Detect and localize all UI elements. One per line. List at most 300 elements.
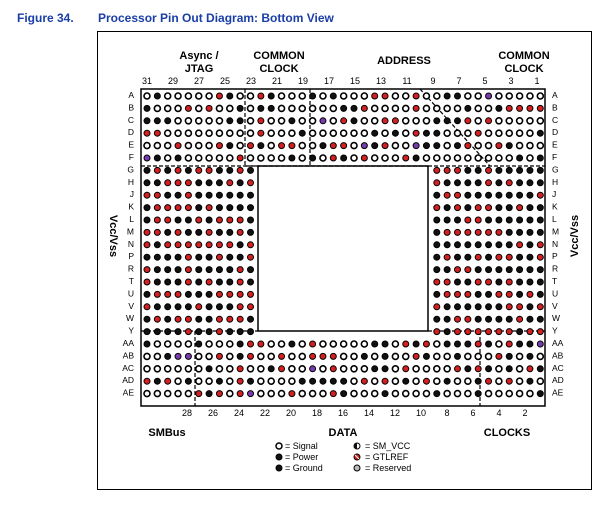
pin (175, 304, 181, 310)
pin (434, 118, 440, 124)
pin (144, 391, 150, 397)
pin (227, 192, 233, 198)
pin (423, 378, 429, 384)
pin (227, 93, 233, 99)
pin (361, 143, 367, 149)
pin (527, 341, 533, 347)
row-label-left: T (128, 276, 134, 286)
common-clock-left-label-1: COMMON (253, 50, 305, 62)
pin (537, 378, 543, 384)
pin (475, 329, 481, 335)
pin (455, 180, 461, 186)
pin (185, 155, 191, 161)
pin (434, 267, 440, 273)
pin (455, 192, 461, 198)
pin (496, 341, 502, 347)
pin (258, 155, 264, 161)
pin (486, 229, 492, 235)
pin (434, 167, 440, 173)
row-label-right: W (552, 313, 561, 324)
pin (185, 341, 191, 347)
figure-title: Processor Pin Out Diagram: Bottom View (98, 11, 334, 25)
column-label-top: 23 (245, 76, 257, 86)
pin (237, 304, 243, 310)
pin (506, 267, 512, 273)
pin (444, 130, 450, 136)
pin (175, 366, 181, 372)
pin (320, 130, 326, 136)
pin (527, 93, 533, 99)
pin (537, 143, 543, 149)
pin (444, 167, 450, 173)
pin (444, 366, 450, 372)
pin (320, 378, 326, 384)
pin (475, 279, 481, 285)
pin (154, 130, 160, 136)
pin (444, 378, 450, 384)
pin (517, 353, 523, 359)
pin (165, 267, 171, 273)
pin (434, 279, 440, 285)
pin (434, 130, 440, 136)
pin (434, 304, 440, 310)
pin (496, 205, 502, 211)
column-label-top: 7 (456, 76, 462, 86)
pin (248, 378, 254, 384)
pin (455, 205, 461, 211)
pin (154, 205, 160, 211)
pin (434, 105, 440, 111)
pin (475, 366, 481, 372)
pin (496, 229, 502, 235)
pin (175, 118, 181, 124)
row-label-left: W (125, 313, 134, 324)
pin (185, 180, 191, 186)
pin (403, 391, 409, 397)
pin (268, 391, 274, 397)
pin (165, 229, 171, 235)
pin (185, 192, 191, 198)
pin (506, 192, 512, 198)
pin (382, 155, 388, 161)
pin (372, 105, 378, 111)
column-label-top: 11 (402, 76, 412, 86)
pin (475, 267, 481, 273)
pin (517, 229, 523, 235)
pin (372, 391, 378, 397)
pin (455, 267, 461, 273)
pin (289, 341, 295, 347)
pin (455, 155, 461, 161)
pin (486, 130, 492, 136)
pin (279, 130, 285, 136)
pin (227, 353, 233, 359)
pin (434, 353, 440, 359)
pin (475, 341, 481, 347)
pin (403, 105, 409, 111)
pin (465, 143, 471, 149)
pin (506, 279, 512, 285)
pin (361, 130, 367, 136)
pin (227, 118, 233, 124)
pin (496, 391, 502, 397)
pin (527, 378, 533, 384)
pin (268, 105, 274, 111)
pin (237, 229, 243, 235)
row-label-right: C (552, 114, 559, 125)
pin (455, 130, 461, 136)
pin (185, 130, 191, 136)
row-label-right: A (552, 90, 558, 100)
pin (537, 180, 543, 186)
pin (413, 118, 419, 124)
pin (372, 366, 378, 372)
pin (248, 118, 254, 124)
pin (392, 366, 398, 372)
pin (216, 267, 222, 273)
row-label-right: P (552, 251, 558, 262)
pin (506, 217, 512, 223)
column-label-bottom: 28 (181, 408, 193, 418)
row-label-right: AA (552, 338, 564, 348)
pin (382, 378, 388, 384)
pin (537, 279, 543, 285)
vcc-vss-left-label: Vcc/Vss (107, 214, 119, 258)
pin (165, 118, 171, 124)
pin (517, 155, 523, 161)
pin (455, 341, 461, 347)
pin (154, 155, 160, 161)
pin (465, 316, 471, 322)
pin (248, 205, 254, 211)
pin (413, 391, 419, 397)
pin (196, 93, 202, 99)
pin (268, 143, 274, 149)
address-label: ADDRESS (377, 55, 431, 67)
pin (506, 254, 512, 260)
pin (423, 118, 429, 124)
row-label-right: L (552, 214, 557, 224)
pin (361, 155, 367, 161)
pin (299, 341, 305, 347)
pin (237, 291, 243, 297)
pin (330, 155, 336, 161)
legend-power-swatch (276, 454, 282, 460)
pin (165, 378, 171, 384)
pin (196, 254, 202, 260)
pin (227, 291, 233, 297)
pin (475, 180, 481, 186)
pin (299, 130, 305, 136)
pin (330, 378, 336, 384)
pin (330, 130, 336, 136)
pin (216, 130, 222, 136)
pin (216, 205, 222, 211)
pin (496, 143, 502, 149)
pin (144, 304, 150, 310)
pin (465, 304, 471, 310)
pin (496, 254, 502, 260)
pin (144, 143, 150, 149)
pin (382, 143, 388, 149)
pin (248, 229, 254, 235)
pin (175, 378, 181, 384)
pin (475, 205, 481, 211)
pin (465, 353, 471, 359)
legend-reserved-label: = Reserved (365, 463, 412, 473)
pin (403, 143, 409, 149)
pin (206, 353, 212, 359)
column-label-top: 27 (193, 76, 205, 86)
pin (216, 254, 222, 260)
pin (196, 316, 202, 322)
row-label-right: U (552, 288, 559, 299)
pin (196, 130, 202, 136)
pin (320, 391, 326, 397)
pin (465, 229, 471, 235)
pin (423, 391, 429, 397)
pin (486, 205, 492, 211)
pin (196, 391, 202, 397)
pin (237, 329, 243, 335)
pin (206, 279, 212, 285)
pin (196, 217, 202, 223)
pin (320, 118, 326, 124)
pin (227, 329, 233, 335)
column-label-bottom: 16 (337, 408, 349, 418)
pin (403, 155, 409, 161)
pin (206, 242, 212, 248)
pin (527, 279, 533, 285)
pin (506, 341, 512, 347)
pin (517, 217, 523, 223)
pin (206, 167, 212, 173)
pin (382, 353, 388, 359)
pin (144, 118, 150, 124)
pin (258, 366, 264, 372)
pin (310, 118, 316, 124)
pin (330, 353, 336, 359)
pin (165, 254, 171, 260)
pin (206, 341, 212, 347)
pin (351, 391, 357, 397)
pin (382, 366, 388, 372)
pin (496, 155, 502, 161)
pin (185, 167, 191, 173)
column-label-top: 3 (508, 76, 514, 86)
pin (496, 192, 502, 198)
pin (237, 167, 243, 173)
pin (486, 341, 492, 347)
row-label-right: AD (552, 375, 564, 386)
figure-label: Figure 34. (17, 11, 74, 25)
top-column-labels (142, 76, 540, 86)
row-label-right: AE (552, 387, 564, 398)
pin (175, 229, 181, 235)
pin (289, 143, 295, 149)
pin (165, 353, 171, 359)
pin (517, 291, 523, 297)
pin (258, 118, 264, 124)
pin (165, 205, 171, 211)
pin (206, 143, 212, 149)
pin (455, 105, 461, 111)
pin (496, 279, 502, 285)
pin (465, 279, 471, 285)
pin (154, 341, 160, 347)
pin (237, 143, 243, 149)
legend-sm-vcc-label: = SM_VCC (365, 441, 411, 451)
pin (413, 341, 419, 347)
pin (144, 254, 150, 260)
pin (351, 366, 357, 372)
pin (475, 242, 481, 248)
pin (279, 366, 285, 372)
pin (496, 93, 502, 99)
column-label-top: 19 (297, 76, 309, 86)
pin (299, 143, 305, 149)
pin (496, 217, 502, 223)
pin (320, 353, 326, 359)
pin (237, 155, 243, 161)
pin (475, 143, 481, 149)
pin (248, 105, 254, 111)
pin (413, 143, 419, 149)
pin (154, 279, 160, 285)
pin (248, 267, 254, 273)
pin (455, 304, 461, 310)
pin (537, 229, 543, 235)
pin (351, 155, 357, 161)
pin (506, 205, 512, 211)
pin (486, 291, 492, 297)
pin (154, 291, 160, 297)
pin (196, 105, 202, 111)
pin (206, 105, 212, 111)
pin (258, 130, 264, 136)
pin (227, 378, 233, 384)
column-label-bottom: 26 (207, 408, 219, 418)
pin (527, 155, 533, 161)
column-label-bottom: 6 (470, 408, 476, 418)
pin (434, 366, 440, 372)
pin (382, 341, 388, 347)
pin (216, 242, 222, 248)
pin (527, 118, 533, 124)
pin (465, 205, 471, 211)
pin (455, 391, 461, 397)
pin (289, 155, 295, 161)
pin (341, 130, 347, 136)
pin (206, 254, 212, 260)
pin (444, 217, 450, 223)
pin (496, 329, 502, 335)
pin (517, 192, 523, 198)
pin (185, 304, 191, 310)
pin (216, 167, 222, 173)
pin (206, 180, 212, 186)
pin (527, 366, 533, 372)
pin (196, 180, 202, 186)
column-label-bottom: 24 (233, 408, 245, 418)
pin (423, 155, 429, 161)
pin (486, 93, 492, 99)
pin (154, 180, 160, 186)
pin (403, 366, 409, 372)
pin (206, 155, 212, 161)
pin (175, 391, 181, 397)
pin (486, 267, 492, 273)
pin (444, 143, 450, 149)
pin (341, 341, 347, 347)
row-label-right: R (552, 263, 559, 274)
pin (506, 143, 512, 149)
row-label-left: R (127, 263, 134, 274)
pin (403, 93, 409, 99)
pin (196, 229, 202, 235)
pin (237, 267, 243, 273)
pin (475, 316, 481, 322)
pin (206, 267, 212, 273)
pin (144, 130, 150, 136)
pin (444, 279, 450, 285)
pin (216, 316, 222, 322)
pin (455, 118, 461, 124)
pin (216, 180, 222, 186)
pin (154, 105, 160, 111)
pin (248, 155, 254, 161)
pin (486, 143, 492, 149)
pin (506, 391, 512, 397)
pin (237, 180, 243, 186)
pin (527, 304, 533, 310)
pin (175, 267, 181, 273)
pin (310, 378, 316, 384)
pin (455, 217, 461, 223)
pin (527, 353, 533, 359)
pin (475, 167, 481, 173)
pin (227, 254, 233, 260)
pin (237, 242, 243, 248)
pin (506, 291, 512, 297)
pin (506, 118, 512, 124)
pin (423, 366, 429, 372)
pin (175, 254, 181, 260)
pin (444, 304, 450, 310)
pin (341, 378, 347, 384)
pin (175, 105, 181, 111)
pin (310, 353, 316, 359)
pin (144, 353, 150, 359)
pin (144, 341, 150, 347)
pin (227, 205, 233, 211)
pin (465, 180, 471, 186)
pin (258, 105, 264, 111)
pin (248, 217, 254, 223)
pin (248, 143, 254, 149)
pin (506, 130, 512, 136)
pin (506, 329, 512, 335)
pin (237, 353, 243, 359)
column-label-bottom: 22 (259, 408, 271, 418)
pin (413, 366, 419, 372)
row-label-right: E (552, 139, 558, 150)
pin (165, 341, 171, 347)
pin (444, 329, 450, 335)
column-label-top: 29 (167, 76, 179, 86)
pin (537, 167, 543, 173)
pin (372, 93, 378, 99)
